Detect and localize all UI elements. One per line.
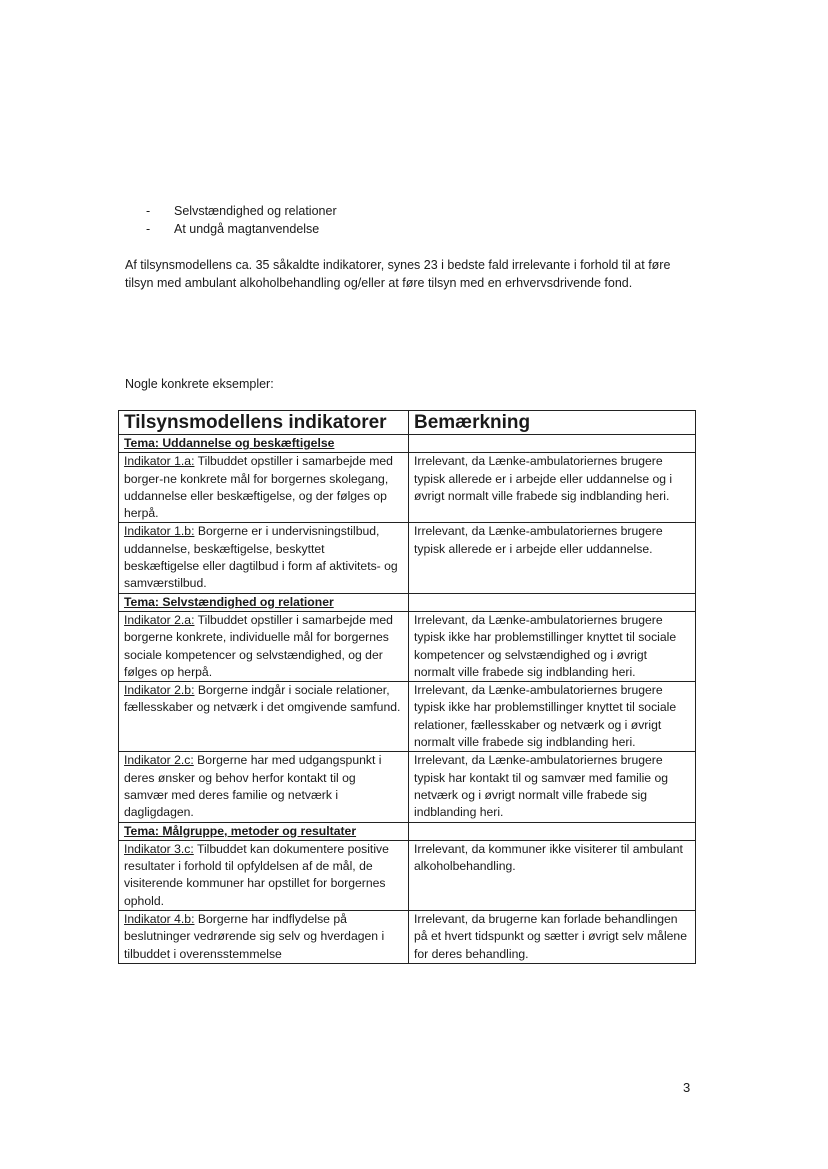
- theme-label: Tema: Målgruppe, metoder og resultater: [119, 822, 409, 840]
- bullet-text: At undgå magtanvendelse: [174, 221, 320, 236]
- indicator-text: Borgerne har med udgangspunkt i deres ønsker og behov herfor kontakt til og samvær med deres familie og netværk i dagligdagen.: [124, 753, 382, 820]
- theme-label: Tema: Selvstændighed og relationer: [119, 593, 409, 611]
- indicator-label: Indikator 3.c:: [124, 841, 194, 856]
- bullet-dash: -: [146, 204, 151, 218]
- indicator-text: Tilbuddet kan dokumentere positive resultater i forhold til opfyldelsen af de mål, de visiterende kommuner har opstillet for borgernes ophold.: [124, 841, 389, 908]
- remark-cell: Irrelevant, da Lænke-ambulatoriernes brugere typisk har kontakt til og samvær med familie og netværk og i øvrigt normalt ville frabede sig indblanding heri.: [409, 752, 696, 822]
- bullet-item: [146, 221, 337, 239]
- table-header-row: [119, 411, 696, 435]
- indicator-table: [118, 410, 696, 964]
- indicator-cell: [119, 840, 409, 910]
- remark-cell: Irrelevant, da kommuner ikke visiterer til ambulant alkoholbehandling.: [409, 840, 696, 910]
- theme-empty-cell: [409, 593, 696, 611]
- examples-intro: Nogle konkrete eksempler:: [125, 377, 274, 391]
- indicator-label: Indikator 1.b:: [124, 524, 195, 539]
- indicator-label: Indikator 4.b:: [124, 912, 195, 927]
- theme-label: Tema: Uddannelse og beskæftigelse: [119, 435, 409, 453]
- theme-row: [119, 822, 696, 840]
- indicator-text: Borgerne har indflydelse på beslutninger vedrørende sig selv og hverdagen i tilbuddet i overensstemmelse: [124, 912, 385, 961]
- indicator-text: Borgerne er i undervisningstilbud, uddannelse, beskæftigelse, beskyttet beskæftigelse eller dagtilbud i form af aktivitets- og samværstilbud.: [124, 524, 398, 591]
- table-row: [119, 523, 696, 593]
- table-row: [119, 611, 696, 681]
- table-row: [119, 453, 696, 523]
- bullet-list: [146, 203, 337, 238]
- remark-cell: Irrelevant, da Lænke-ambulatoriernes brugere typisk allerede er i arbejde eller uddannelse og i øvrigt normalt ville frabede sig indblanding heri.: [409, 453, 696, 523]
- remark-cell: Irrelevant, da brugerne kan forlade behandlingen på et hvert tidspunkt og sætter i øvrigt selv målene for deres behandling.: [409, 911, 696, 964]
- indicator-text: Tilbuddet opstiller i samarbejde med borger-ne konkrete mål for borgernes skolegang, uddannelse eller beskæftigelse, og der følges op herpå.: [124, 454, 393, 521]
- indicator-label: Indikator 2.b:: [124, 683, 195, 698]
- theme-empty-cell: [409, 435, 696, 453]
- indicator-text: Tilbuddet opstiller i samarbejde med borgerne konkrete, individuelle mål for borgernes sociale kompetencer og selvstændighed, og der følges op herpå.: [124, 612, 393, 679]
- theme-empty-cell: [409, 822, 696, 840]
- bullet-text: Selvstændighed og relationer: [174, 204, 337, 218]
- indicator-text: Borgerne indgår i sociale relationer, fællesskaber og netværk i det omgivende samfund.: [124, 683, 401, 715]
- header-remarks: Bemærkning: [409, 411, 696, 435]
- bullet-dash: -: [146, 221, 151, 236]
- remark-cell: Irrelevant, da Lænke-ambulatoriernes brugere typisk ikke har problemstillinger knyttet til sociale kompetencer og selvstændighed og i øvrigt normalt ville frabede sig indblanding heri.: [409, 611, 696, 681]
- indicator-cell: [119, 682, 409, 752]
- table-row: [119, 752, 696, 822]
- page-number: 3: [683, 1080, 691, 1095]
- bullet-item: [146, 203, 337, 221]
- body-paragraph: Af tilsynsmodellens ca. 35 såkaldte indikatorer, synes 23 i bedste fald irrelevante i forhold til at føre tilsyn med ambulant alkoholbehandling og/eller at føre tilsyn med en erhvervsdrivende fond.: [125, 258, 671, 290]
- indicator-label: Indikator 1.a:: [124, 454, 195, 469]
- indicator-cell: [119, 611, 409, 681]
- theme-row: [119, 435, 696, 453]
- indicator-cell: [119, 752, 409, 822]
- indicator-label: Indikator 2.a:: [124, 612, 195, 627]
- remark-cell: Irrelevant, da Lænke-ambulatoriernes brugere typisk ikke har problemstillinger knyttet til sociale relationer, fællesskaber og netværk og i øvrigt normalt ville frabede sig indblanding heri.: [409, 682, 696, 752]
- table-row: [119, 840, 696, 910]
- indicator-cell: [119, 453, 409, 523]
- indicator-label: Indikator 2.c:: [124, 753, 194, 768]
- header-indicators: Tilsynsmodellens indikatorer: [119, 411, 409, 435]
- table-row: [119, 911, 696, 964]
- indicator-cell: [119, 911, 409, 964]
- remark-cell: Irrelevant, da Lænke-ambulatoriernes brugere typisk allerede er i arbejde eller uddannelse.: [409, 523, 696, 593]
- table-row: [119, 682, 696, 752]
- indicator-cell: [119, 523, 409, 593]
- theme-row: [119, 593, 696, 611]
